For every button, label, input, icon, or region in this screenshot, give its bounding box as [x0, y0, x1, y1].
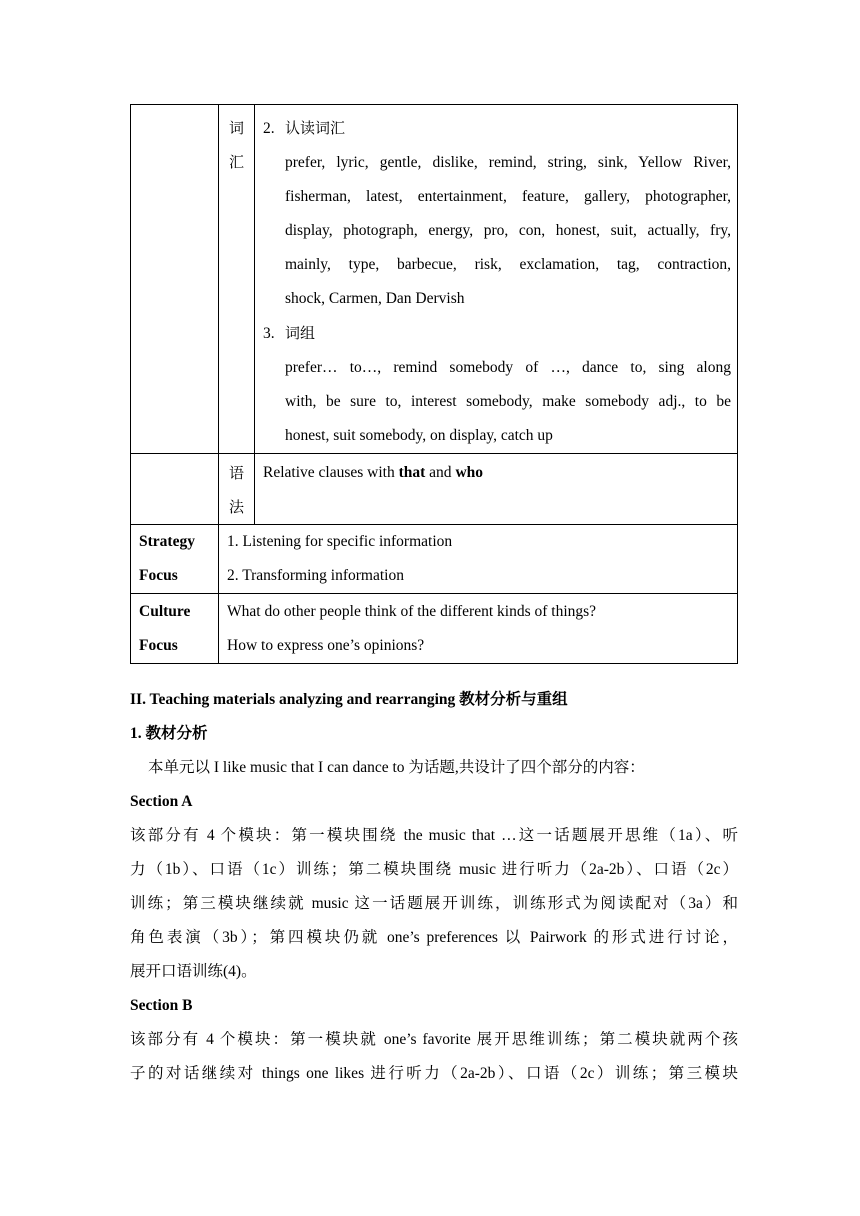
strategy-focus-header: Strategy Focus: [131, 525, 219, 594]
vocabulary-content: [255, 105, 738, 454]
paragraph-line: 训练；第三模块继续就 music 这一话题展开训练，训练形式为阅读配对（3a）和: [130, 895, 738, 912]
phrase-line: with, be sure to, interest somebody, make somebody adj., to be: [285, 393, 731, 410]
phrase-line: honest, suit somebody, on display, catch up: [285, 427, 553, 444]
vocab-label-char-1: 词: [228, 119, 244, 137]
phrase-line: prefer… to…, remind somebody of …, dance to, sing along: [285, 359, 731, 376]
vocab-line: mainly, type, barbecue, risk, exclamation, tag, contraction,: [285, 256, 731, 273]
keyword-that: that: [398, 464, 426, 481]
section-heading: II. Teaching materials analyzing and rearranging 教材分析与重组: [130, 691, 568, 708]
reading-vocabulary-list: [263, 146, 731, 316]
vocab-label-char-2: 汇: [228, 153, 244, 171]
section-a-paragraph: [130, 819, 738, 989]
vocabulary-label: [219, 105, 255, 454]
item-3-heading: 3. 词组: [263, 324, 316, 342]
grammar-text: Relative clauses with that and who: [263, 464, 484, 481]
strategy-focus-row: [131, 525, 738, 594]
vocab-line: fisherman, latest, entertainment, feature, gallery, photographer,: [285, 188, 731, 205]
vocabulary-row: [131, 105, 738, 454]
sub-heading: 1. 教材分析: [130, 725, 208, 742]
culture-focus-content: [219, 594, 738, 664]
intro-paragraph: 本单元以 I like music that I can dance to 为话题,共设计了四个部分的内容：: [148, 759, 645, 776]
empty-cell: [131, 454, 219, 525]
strategy-item: 2. Transforming information: [227, 567, 404, 584]
strategy-item: 1. Listening for specific information: [227, 533, 453, 550]
grammar-label-char-2: 法: [228, 498, 244, 516]
strategy-focus-content: [219, 525, 738, 594]
section-a-title: Section A: [130, 793, 193, 810]
paragraph-line: 力（1b）、口语（1c）训练；第二模块围绕 music 进行听力（2a-2b）、口语（2c）: [130, 861, 738, 878]
culture-item: What do other people think of the different kinds of things?: [227, 603, 597, 620]
vocab-line: prefer, lyric, gentle, dislike, remind, string, sink, Yellow River,: [285, 154, 731, 171]
vocab-line: shock, Carmen, Dan Dervish: [285, 290, 465, 307]
keyword-who: who: [455, 464, 484, 481]
empty-cell: [131, 105, 219, 454]
item-2-heading: 2. 认读词汇: [263, 119, 346, 137]
grammar-label: [219, 454, 255, 525]
section-b-paragraph: [130, 1023, 738, 1091]
grammar-label-char-1: 语: [228, 464, 244, 482]
culture-focus-header: Culture Focus: [131, 594, 219, 664]
analysis-section: [130, 683, 738, 1091]
paragraph-line: 展开口语训练(4)。: [130, 963, 257, 980]
teaching-plan-table: [130, 104, 738, 664]
vocab-line: display, photograph, energy, pro, con, honest, suit, actually, fry,: [285, 222, 731, 239]
paragraph-line: 该部分有 4 个模块：第一模块就 one’s favorite 展开思维训练；第二模块就两个孩: [130, 1031, 738, 1048]
culture-focus-row: [131, 594, 738, 664]
paragraph-line: 该部分有 4 个模块：第一模块围绕 the music that …这一话题展开思维（1a）、听: [130, 827, 738, 844]
paragraph-line: 子的对话继续对 things one likes 进行听力（2a-2b）、口语（2c）训练；第三模块: [130, 1065, 738, 1082]
grammar-row: [131, 454, 738, 525]
paragraph-line: 角色表演（3b）；第四模块仍就 one’s preferences 以 Pairwork 的形式进行讨论，: [130, 929, 738, 946]
phrase-list: [263, 351, 731, 453]
section-b-title: Section B: [130, 997, 193, 1014]
culture-item: How to express one’s opinions?: [227, 637, 425, 654]
grammar-content: [255, 454, 738, 525]
